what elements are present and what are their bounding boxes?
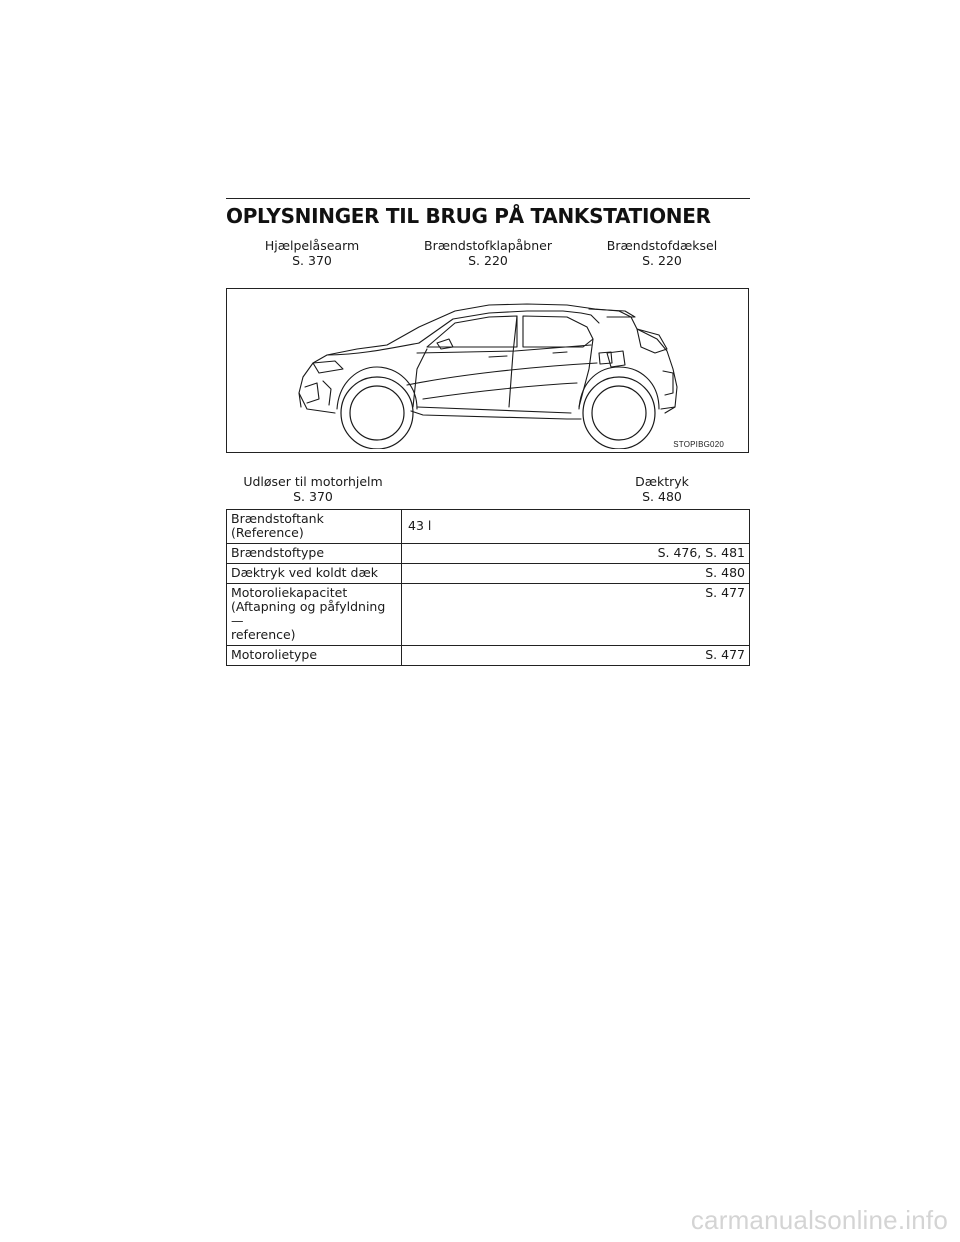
section-top-rule	[226, 198, 750, 199]
watermark-text: carmanualsonline.info	[690, 1205, 948, 1235]
callout-label: Brændstofklapåbner	[424, 238, 552, 253]
callout-auxiliary-lock-lever	[265, 238, 359, 268]
table-row	[227, 544, 750, 564]
figure-code: STOPIBG020	[673, 440, 724, 449]
table-row	[227, 510, 750, 544]
row-value: S. 480	[402, 564, 750, 584]
callout-fuel-cap	[607, 238, 717, 268]
row-value: S. 477	[402, 646, 750, 666]
callout-page-ref: S. 370	[293, 489, 333, 504]
callout-label: Brændstofdæksel	[606, 238, 718, 253]
callout-tire-pressure	[635, 474, 689, 504]
section-title: OPLYSNINGER TIL BRUG PÅ TANKSTATIONER	[226, 204, 711, 228]
callout-page-ref: S. 220	[468, 253, 508, 268]
table-row	[227, 564, 750, 584]
row-label: Brændstoftype	[227, 544, 402, 564]
car-side-view-illustration	[227, 289, 749, 453]
callout-label: Udløser til motorhjelm	[243, 474, 383, 489]
row-label: Dæktryk ved koldt dæk	[227, 564, 402, 584]
row-label: Motorolietype	[227, 646, 402, 666]
callout-page-ref: S. 370	[292, 253, 332, 268]
table-row	[227, 584, 750, 646]
car-illustration-figure	[226, 288, 749, 453]
table-row	[227, 646, 750, 666]
row-value: 43 l	[402, 510, 750, 544]
row-value: S. 477	[402, 584, 750, 646]
callout-page-ref: S. 220	[642, 253, 682, 268]
row-label: Brændstoftank (Reference)	[227, 510, 402, 544]
row-value: S. 476, S. 481	[402, 544, 750, 564]
callout-label: Dæktryk	[635, 474, 689, 489]
callout-hood-release	[243, 474, 382, 504]
callout-page-ref: S. 480	[642, 489, 682, 504]
row-label: Motoroliekapacitet (Aftapning og påfyldning — reference)	[227, 584, 402, 646]
callout-label: Hjælpelåsearm	[264, 238, 360, 253]
fuel-info-table	[226, 509, 750, 666]
callout-fuel-door-opener	[424, 238, 552, 268]
